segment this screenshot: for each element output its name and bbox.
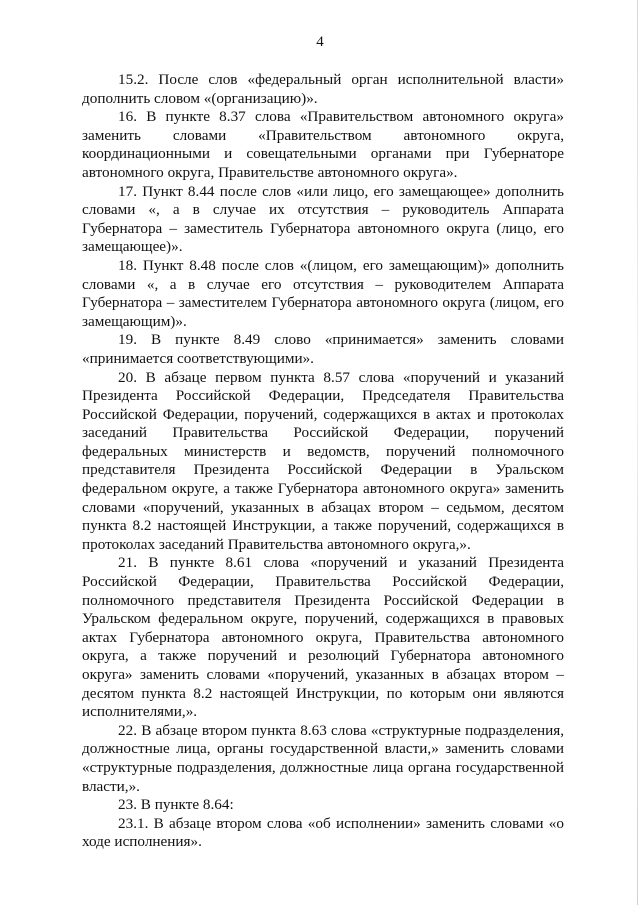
paragraph-22: 22. В абзаце втором пункта 8.63 слова «структурные подразделения, должностные лица, органы государственной власти,» заменить словами «структурные подразделения, должностные лица органа государственной власти,». xyxy=(82,721,564,795)
paragraph-21: 21. В пункте 8.61 слова «поручений и указаний Президента Российской Федерации, Правительства Российской Федерации, полномочного представителя Президента Российской Федерации в Уральском федеральном округе, поручений, содержащихся в правовых актах Губернатора автономного округа, Правительства автономного округа, а также поручений и резолюций Губернатора автономного округа» заменить словами «поручений, указанных в абзацах втором – десятом пункта 8.2 настоящей Инструкции, по которым они являются исполнителями,». xyxy=(82,554,564,721)
paragraph-15-2: 15.2. После слов «федеральный орган исполнительной власти» дополнить словом «(организацию)». xyxy=(82,71,564,107)
document-body xyxy=(82,71,564,852)
paragraph-16: 16. В пункте 8.37 слова «Правительством автономного округа» заменить словами «Правительством автономного округа, координационными и совещательными органами при Губернаторе автономного округа, Правительстве автономного округа». xyxy=(82,108,564,181)
paragraph-19: 19. В пункте 8.49 слово «принимается» заменить словами «принимается соответствующими». xyxy=(82,331,564,367)
page-number: 4 xyxy=(316,34,324,50)
paragraph-17: 17. Пункт 8.44 после слов «или лицо, его замещающее» дополнить словами «, а в случае их отсутствия – руководитель Аппарата Губернатора – заместитель Губернатора автономного округа (лицо, его замещающее)». xyxy=(82,182,564,256)
paragraph-23-1: 23.1. В абзаце втором слова «об исполнении» заменить словами «о ходе исполнения». xyxy=(82,814,564,851)
scan-edge-line xyxy=(637,0,638,905)
paragraph-23: 23. В пункте 8.64: xyxy=(118,796,234,814)
paragraph-18: 18. Пункт 8.48 после слов «(лицом, его замещающим)» дополнить словами «, а в случае его отсутствия – руководителем Аппарата Губернатора – заместителем Губернатора автономного округа (лицом, его замещающим)». xyxy=(82,256,564,330)
paragraph-20: 20. В абзаце первом пункта 8.57 слова «поручений и указаний Президента Российской Федерации, Председателя Правительства Российской Федерации, поручений, содержащихся в актах и протоколах заседаний Правительства Российской Федерации, поручений федеральных министерств и ведомств, поручений полномочного представителя Президента Российской Федерации в Уральском федеральном округе, а также Губернатора автономного округа» заменить словами «поручений, указанных в абзацах втором – седьмом, десятом пункта 8.2 настоящей Инструкции, а также поручений, содержащихся в протоколах заседаний Правительства автономного округа,». xyxy=(82,368,564,553)
